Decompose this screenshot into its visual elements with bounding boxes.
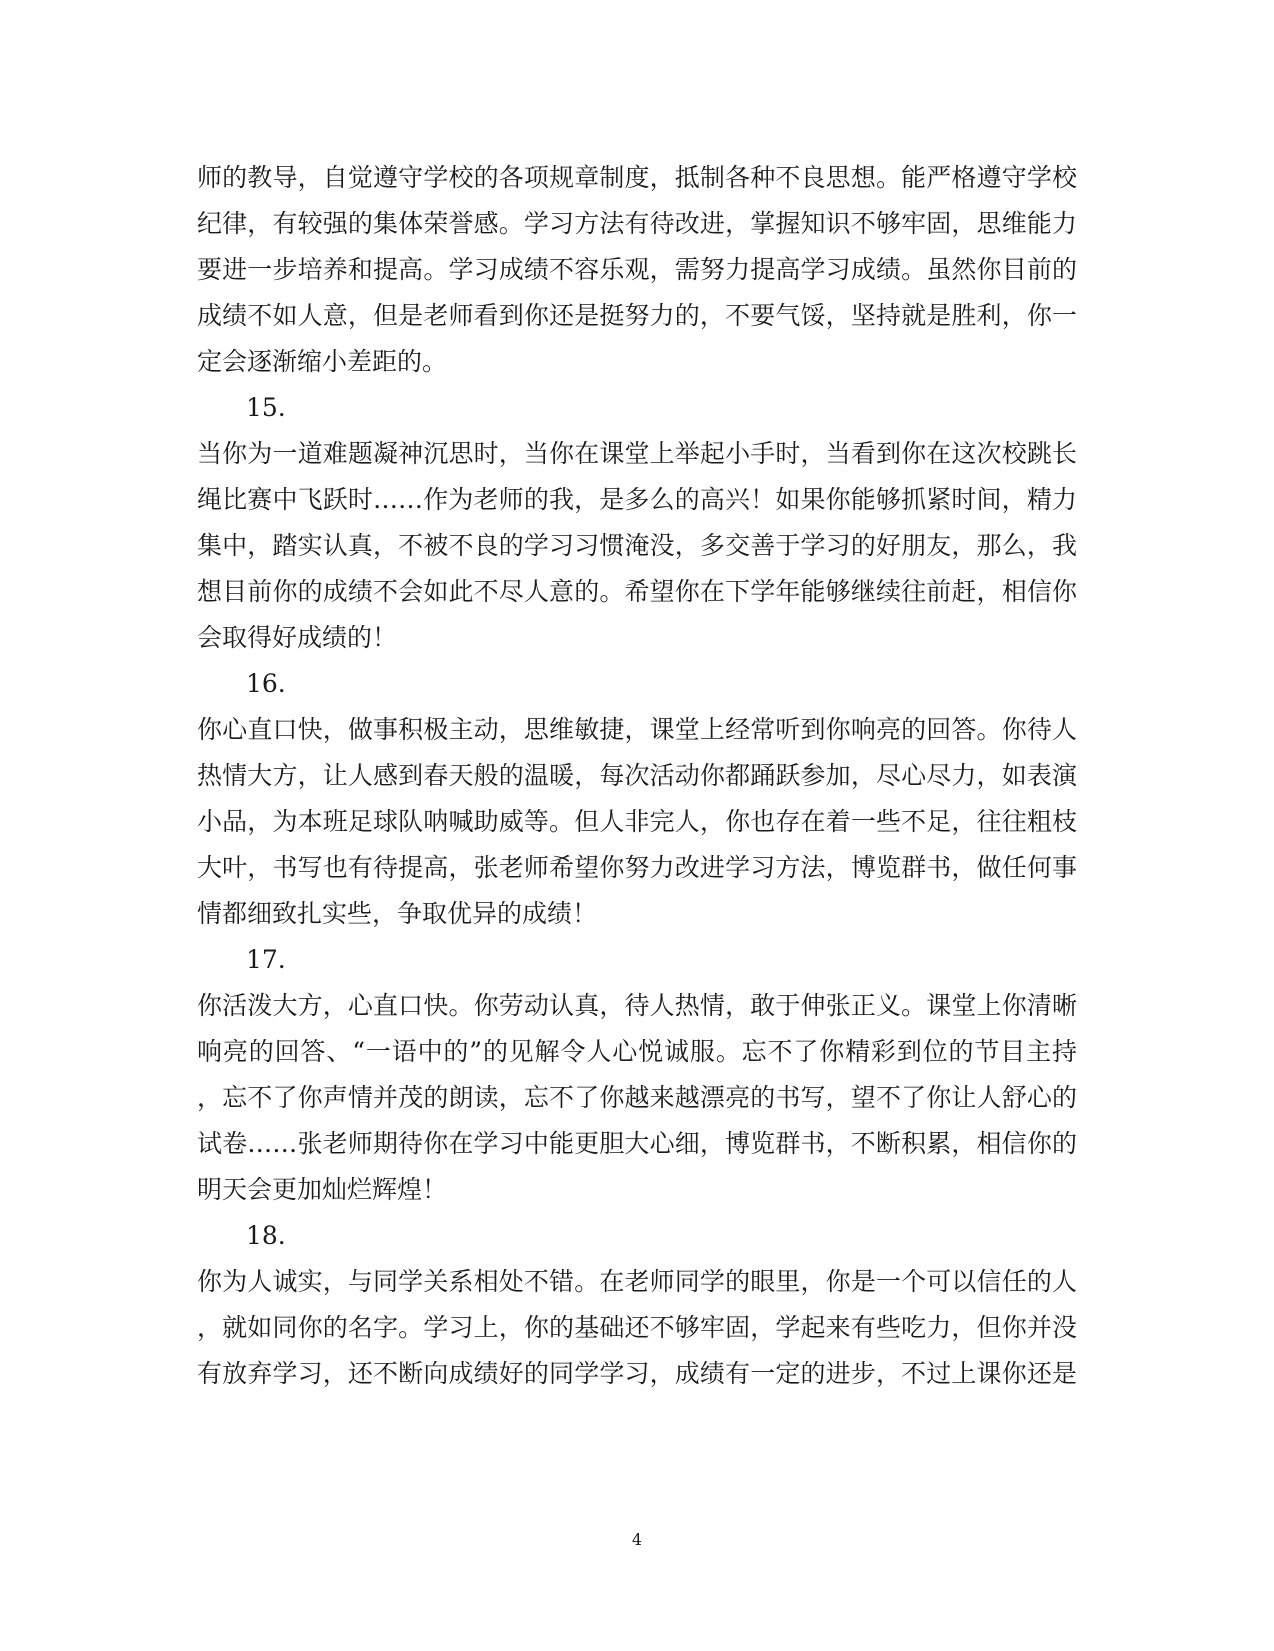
body-text-line: 你活泼大方，心直口快。你劳动认真，待人热情，敢于伸张正义。课堂上你清晰 <box>197 991 1077 1020</box>
body-text-line: ，就如同你的名字。学习上，你的基础还不够牢固，学起来有些吃力，但你并没 <box>197 1313 1077 1342</box>
body-text-line: 你心直口快，做事积极主动，思维敏捷，课堂上经常听到你响亮的回答。你待人 <box>197 715 1077 744</box>
body-text-line: 集中，踏实认真，不被不良的学习习惯淹没，多交善于学习的好朋友，那么，我 <box>197 531 1077 560</box>
body-text-line: 想目前你的成绩不会如此不尽人意的。希望你在下学年能够继续往前赶，相信你 <box>197 577 1077 606</box>
body-text-line: 绳比赛中飞跃时……作为老师的我，是多么的高兴！如果你能够抓紧时间，精力 <box>197 485 1077 514</box>
body-text-line: 小品，为本班足球队呐喊助威等。但人非完人，你也存在着一些不足，往往粗枝 <box>197 807 1077 836</box>
item-number: 15. <box>246 393 286 422</box>
page-number: 4 <box>631 1530 643 1549</box>
body-text-line: 试卷……张老师期待你在学习中能更胆大心细，博览群书，不断积累，相信你的 <box>197 1129 1077 1158</box>
body-text-line: 情都细致扎实些，争取优异的成绩！ <box>197 899 598 928</box>
item-number: 17. <box>246 945 286 974</box>
body-text-line: 明天会更加灿烂辉煌！ <box>197 1175 448 1204</box>
body-text-line: 你为人诚实，与同学关系相处不错。在老师同学的眼里，你是一个可以信任的人 <box>197 1267 1077 1296</box>
body-text-line: 有放弃学习，还不断向成绩好的同学学习，成绩有一定的进步，不过上课你还是 <box>197 1359 1077 1388</box>
body-text-line: 师的教导，自觉遵守学校的各项规章制度，抵制各种不良思想。能严格遵守学校 <box>197 163 1077 192</box>
body-text-line: 热情大方，让人感到春天般的温暖，每次活动你都踊跃参加，尽心尽力，如表演 <box>197 761 1077 790</box>
body-text-line: 纪律，有较强的集体荣誉感。学习方法有待改进，掌握知识不够牢固，思维能力 <box>197 209 1077 238</box>
body-text-line: 要进一步培养和提高。学习成绩不容乐观，需努力提高学习成绩。虽然你目前的 <box>197 255 1077 284</box>
body-text-line: 大叶，书写也有待提高，张老师希望你努力改进学习方法，博览群书，做任何事 <box>197 853 1077 882</box>
body-text-line: ，忘不了你声情并茂的朗读，忘不了你越来越漂亮的书写，望不了你让人舒心的 <box>197 1083 1077 1112</box>
item-number: 18. <box>246 1221 286 1250</box>
body-text-line: 定会逐渐缩小差距的。 <box>197 347 448 376</box>
body-text-line: 会取得好成绩的！ <box>197 623 398 652</box>
body-text-line: 当你为一道难题凝神沉思时，当你在课堂上举起小手时，当看到你在这次校跳长 <box>197 439 1077 468</box>
body-text-line: 响亮的回答、“一语中的”的见解令人心悦诚服。忘不了你精彩到位的节目主持 <box>197 1037 1077 1066</box>
item-number: 16. <box>246 669 286 698</box>
body-text-line: 成绩不如人意，但是老师看到你还是挺努力的，不要气馁，坚持就是胜利，你一 <box>197 301 1077 330</box>
